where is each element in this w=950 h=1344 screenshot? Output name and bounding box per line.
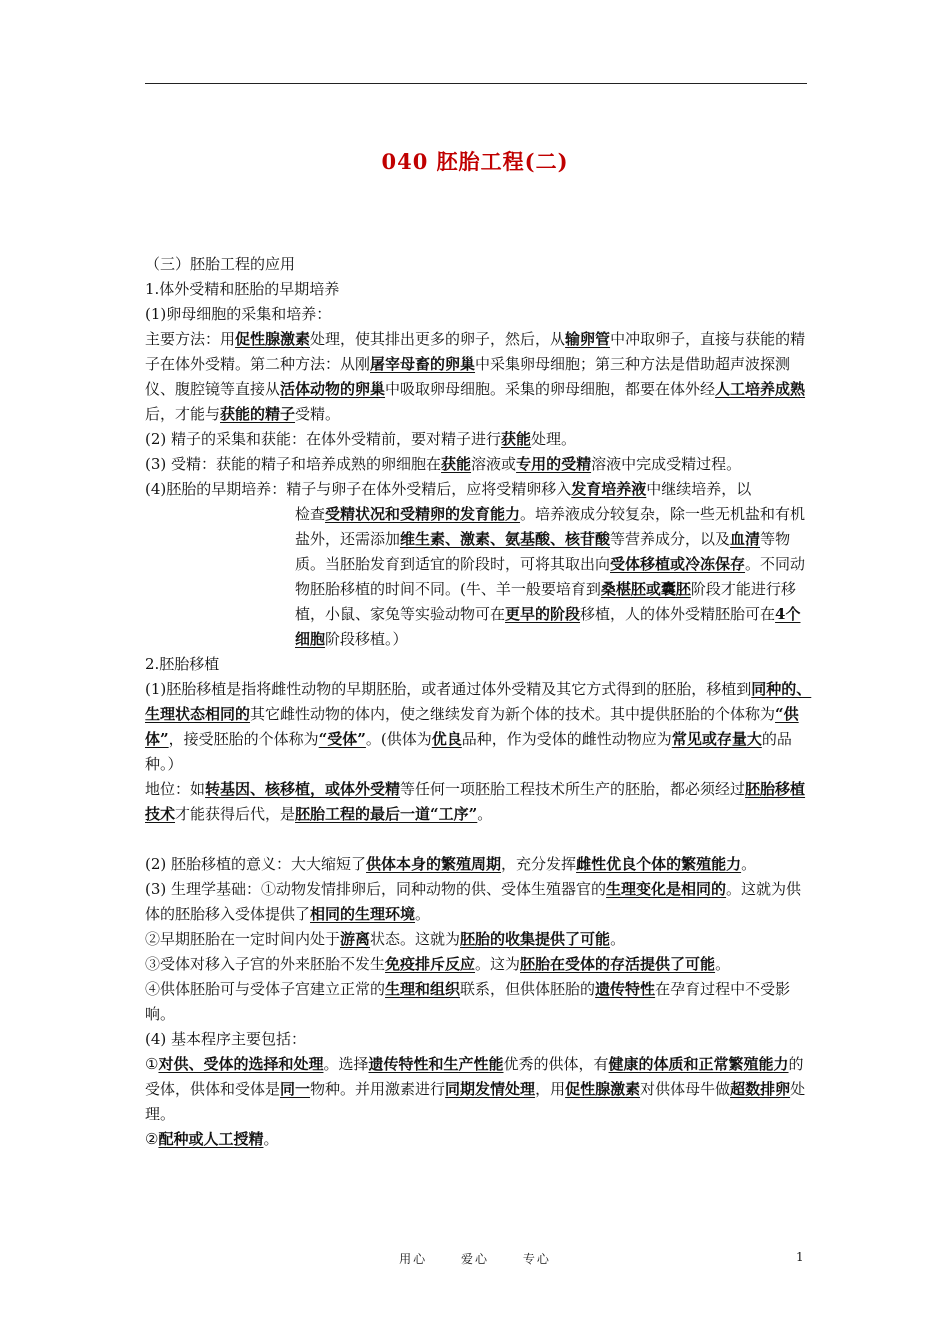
key-term: 受精状况和受精卵的发育能力 xyxy=(325,505,521,523)
text-run: 。培养液成分较复杂，除一些无机盐和有机盐外，还需添加 xyxy=(295,505,806,548)
key-term: 优良 xyxy=(431,730,462,748)
text-run: (3) 生理学基础：①动物发情排卵后，同种动物的供、受体生殖器官的 xyxy=(145,880,607,898)
key-term: 游离 xyxy=(340,930,371,948)
text-run: 。 xyxy=(741,855,757,873)
paragraph xyxy=(145,302,813,327)
text-run: 等任何一项胚胎工程技术所生产的胚胎，都必须经过 xyxy=(400,780,746,798)
header-rule xyxy=(145,83,807,84)
text-run: 2.胚胎移植 xyxy=(145,655,220,673)
text-run: 联系，但供体胚胎的 xyxy=(460,980,596,998)
page-number: 1 xyxy=(796,1250,804,1264)
text-run: (1)胚胎移植是指将雌性动物的早期胚胎，或者通过体外受精及其它方式得到的胚胎，移植到 xyxy=(145,680,752,698)
paragraph xyxy=(145,1052,813,1127)
key-term: 促性腺激素 xyxy=(565,1080,641,1098)
text-run: 。 xyxy=(610,930,626,948)
text-run: 移植，人的体外受精胚胎可在 xyxy=(580,605,776,623)
text-run: 1.体外受精和胚胎的早期培养 xyxy=(145,280,340,298)
paragraph xyxy=(145,852,813,877)
key-term: 健康的体质和正常繁殖能力 xyxy=(608,1055,789,1073)
text-run: 等营养成分，以及 xyxy=(610,530,731,548)
footer-word: 爱心 xyxy=(460,1252,489,1266)
text-run: 。(供体为 xyxy=(365,730,432,748)
text-run: 后，才能与 xyxy=(145,405,221,423)
key-term: 同种的、生理状态相同的 xyxy=(145,680,812,723)
key-term: 专用的受精 xyxy=(516,455,592,473)
key-term: 同期发情处理 xyxy=(445,1080,536,1098)
key-term: 生理和组织 xyxy=(385,980,461,998)
paragraph xyxy=(145,952,813,977)
text-run: ④供体胚胎可与受体子宫建立正常的 xyxy=(145,980,386,998)
text-run: 其它雌性动物的体内，使之继续发育为新个体的技术。其中提供胚胎的个体称为 xyxy=(250,705,776,723)
key-term: “供体” xyxy=(145,705,799,748)
paragraph xyxy=(145,477,813,502)
footer-word: 专心 xyxy=(522,1252,551,1266)
key-term: 获能 xyxy=(441,455,472,473)
text-run: 的受体，供体和受体是 xyxy=(145,1055,804,1098)
paragraph xyxy=(145,327,813,427)
key-term: 发育培养液 xyxy=(571,480,647,498)
footer-word: 用心 xyxy=(399,1252,428,1266)
text-run: 阶段移植。） xyxy=(325,630,408,648)
key-term: 屠宰母畜的卵巢 xyxy=(370,355,476,373)
paragraph xyxy=(145,1127,813,1152)
key-term: 同一 xyxy=(280,1080,311,1098)
paragraph xyxy=(145,777,813,827)
paragraph-indented xyxy=(295,502,813,652)
paragraph xyxy=(145,1027,813,1052)
text-run: 品种，作为受体的雌性动物应为 xyxy=(461,730,672,748)
text-run: (1)卵母细胞的采集和培养： xyxy=(145,305,332,323)
paragraph xyxy=(145,977,813,1027)
paragraph xyxy=(145,652,813,677)
text-run: ，充分发挥 xyxy=(501,855,577,873)
text-run: ，用 xyxy=(535,1080,566,1098)
text-run: 。 xyxy=(263,1130,279,1148)
text-run: (2) 胚胎移植的意义：大大缩短了 xyxy=(145,855,367,873)
paragraph xyxy=(145,427,813,452)
text-run: (2) 精子的采集和获能：在体外受精前，要对精子进行 xyxy=(145,430,502,448)
key-term: 获能的精子 xyxy=(220,405,296,423)
text-run: 状态。这就为 xyxy=(370,930,461,948)
spacer xyxy=(145,827,813,852)
paragraph xyxy=(145,277,813,302)
key-term: 人工培养成熟 xyxy=(715,380,806,398)
text-run: 才能获得后代，是 xyxy=(175,805,296,823)
key-term: 血清 xyxy=(730,530,761,548)
paragraph xyxy=(145,677,813,777)
key-term: 受体移植或冷冻保存 xyxy=(610,555,746,573)
text-run: 溶液中完成受精过程。 xyxy=(591,455,742,473)
key-term: 维生素、激素、氨基酸、核苷酸 xyxy=(400,530,611,548)
text-run: 。 xyxy=(715,955,731,973)
text-run: 处理。 xyxy=(531,430,577,448)
key-term: 获能 xyxy=(501,430,532,448)
text-run: 的品种。） xyxy=(145,730,792,773)
text-run: 地位：如 xyxy=(145,780,206,798)
text-run: (4)胚胎的早期培养：精子与卵子在体外受精后，应将受精卵移入 xyxy=(145,480,572,498)
key-term: “受体” xyxy=(318,730,366,748)
text-run: 主要方法：用 xyxy=(145,330,236,348)
key-term: 4个细胞 xyxy=(295,605,801,648)
paragraph xyxy=(145,452,813,477)
text-run: 中继续培养，以 xyxy=(646,480,752,498)
key-term: 对供、受体的选择和处理 xyxy=(158,1055,324,1073)
key-term: 更早的阶段 xyxy=(505,605,581,623)
key-term: 活体动物的卵巢 xyxy=(280,380,386,398)
text-run: ② xyxy=(145,1130,159,1148)
key-term: 胚胎在受体的存活提供了可能 xyxy=(520,955,716,973)
key-term: 遗传特性和生产性能 xyxy=(368,1055,504,1073)
text-run: ，接受胚胎的个体称为 xyxy=(168,730,319,748)
key-term: 胚胎移植技术 xyxy=(145,780,806,823)
text-run: 。这就为供体的胚胎移入受体提供了 xyxy=(145,880,802,923)
key-term: 胚胎的收集提供了可能 xyxy=(460,930,611,948)
text-run: 中吸取卵母细胞。采集的卵母细胞，都要在体外经 xyxy=(385,380,716,398)
text-run: 中冲取卵子，直接与获能的精子在体外受精。第二种方法：从刚 xyxy=(145,330,806,373)
text-run: ③受体对移入子宫的外来胚胎不发生 xyxy=(145,955,386,973)
text-run: 溶液或 xyxy=(471,455,517,473)
key-term: 输卵管 xyxy=(565,330,611,348)
text-run: 优秀的供体，有 xyxy=(503,1055,609,1073)
document-body xyxy=(145,252,813,1152)
key-term: 配种或人工授精 xyxy=(158,1130,264,1148)
key-term: 桑椹胚或囊胚 xyxy=(600,580,691,598)
text-run: (3) 受精：获能的精子和培养成熟的卵细胞在 xyxy=(145,455,442,473)
document-title: 040 胚胎工程(二) xyxy=(381,149,569,174)
text-run: (4) 基本程序主要包括： xyxy=(145,1030,307,1048)
key-term: 免疫排斥反应 xyxy=(385,955,476,973)
key-term: 遗传特性 xyxy=(595,980,656,998)
text-run: 对供体母牛做 xyxy=(640,1080,731,1098)
key-term: 生理变化是相同的 xyxy=(606,880,727,898)
text-run: 等物质。当胚胎发育到适宜的阶段时，可将其取出向 xyxy=(295,530,791,573)
key-term: 转基因、核移植，或体外受精 xyxy=(205,780,401,798)
text-run: 中采集卵母细胞；第三种方法是借助超声波探测仪、腹腔镜等直接从 xyxy=(145,355,791,398)
key-term: 促性腺激素 xyxy=(235,330,311,348)
key-term: 雌性优良个体的繁殖能力 xyxy=(576,855,742,873)
text-run: ②早期胚胎在一定时间内处于 xyxy=(145,930,341,948)
key-term: 相同的生理环境 xyxy=(310,905,416,923)
text-run: 。不同动物胚胎移植的时间不同。(牛、羊一般要培育到 xyxy=(295,555,806,598)
paragraph xyxy=(145,927,813,952)
text-run: 。选择 xyxy=(323,1055,369,1073)
text-run: 阶段才能进行移植，小鼠、家兔等实验动物可在 xyxy=(295,580,796,623)
key-term: 常见或存量大 xyxy=(671,730,762,748)
paragraph xyxy=(145,877,813,927)
footer-motto xyxy=(0,1250,950,1267)
text-run: ① xyxy=(145,1055,159,1073)
text-run: 处理。 xyxy=(145,1080,806,1123)
text-run: 检查 xyxy=(295,505,326,523)
key-term: 胚胎工程的最后一道“工序” xyxy=(295,805,478,823)
text-run: 。 xyxy=(477,805,493,823)
key-term: 超数排卵 xyxy=(730,1080,791,1098)
text-run: 处理，使其排出更多的卵子，然后，从 xyxy=(310,330,566,348)
text-run: 。 xyxy=(415,905,431,923)
text-run: 。这为 xyxy=(475,955,521,973)
key-term: 供体本身的繁殖周期 xyxy=(366,855,502,873)
text-run: 物种。并用激素进行 xyxy=(310,1080,446,1098)
text-run: （三）胚胎工程的应用 xyxy=(145,255,296,273)
text-run: 在孕育过程中不受影响。 xyxy=(145,980,791,1023)
text-run: 受精。 xyxy=(295,405,341,423)
paragraph xyxy=(145,252,813,277)
